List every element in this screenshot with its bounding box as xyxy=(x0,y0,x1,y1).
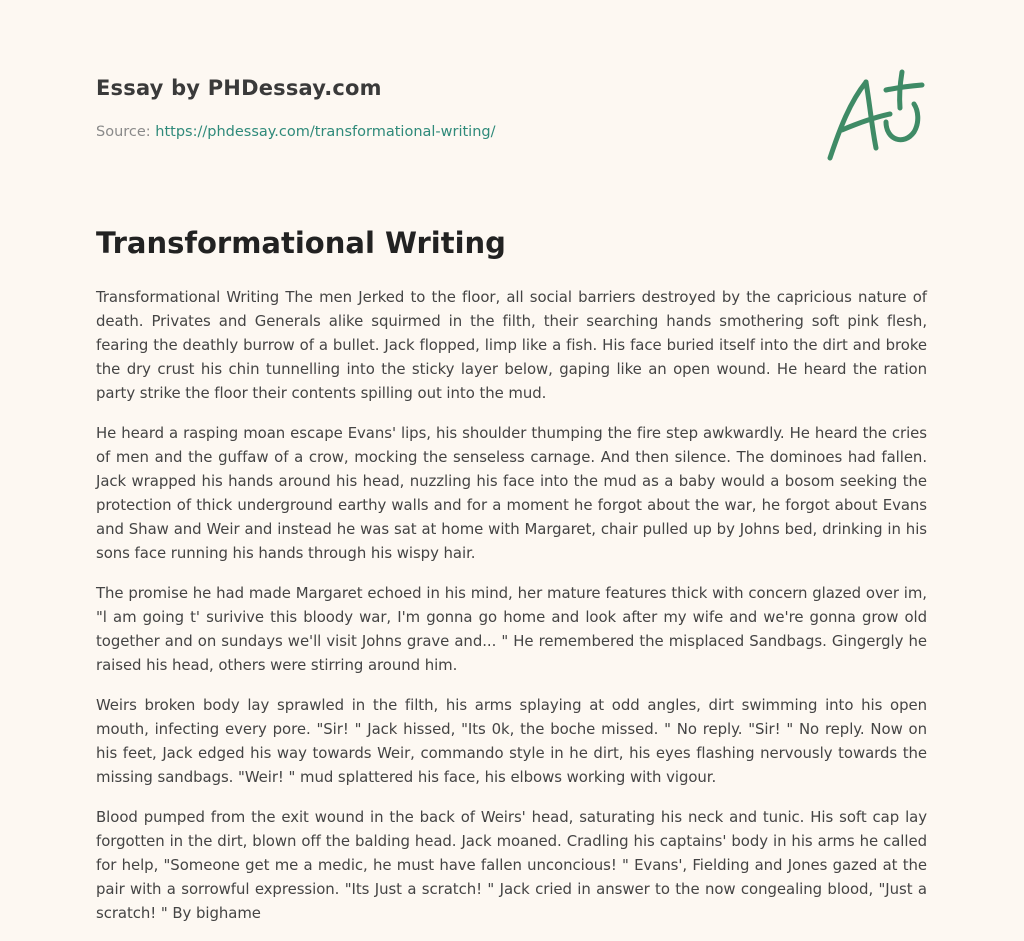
site-brand: Essay by PHDessay.com xyxy=(96,76,382,100)
source-line xyxy=(96,124,796,140)
essay-paragraph: Weirs broken body lay sprawled in the filth, his arms splaying at odd angles, dirt swimming into his open mouth, infecting every pore. "Sir! " Jack hissed, "Its 0k, the boche missed. " No reply. "Sir! " No reply. Now on his feet, Jack edged his way towards Weir, commando style in he dirt, his eyes flashing nervously towards the missing sandbags. "Weir! " mud splattered his face, his elbows working with vigour. xyxy=(96,696,927,786)
essay-paragraph: Transformational Writing The men Jerked to the floor, all social barriers destroyed by the capricious nature of death. Privates and Generals alike squirmed in the filth, their searching hands smothering soft pink flesh, fearing the deathly burrow of a bullet. Jack flopped, limp like a fish. His face buried itself into the dirt and broke the dry crust his chin tunnelling into the sticky layer below, gaping like an open wound. He heard the ration party strike the floor their contents spilling out into the mud. xyxy=(96,288,927,402)
essay-title: Transformational Writing xyxy=(96,226,506,260)
source-label: Source: xyxy=(96,124,156,140)
page-header xyxy=(96,76,796,140)
essay-body xyxy=(96,285,927,941)
essay-paragraph: The promise he had made Margaret echoed in his mind, her mature features thick with concern glazed over im, "l am going t' surivive this bloody war, I'm gonna go home and look after my wife and we're gonna grow old together and on sundays we'll visit Johns grave and... " He remembered the misplaced Sandbags. Gingergly he raised his head, others were stirring around him. xyxy=(96,584,927,674)
source-link[interactable]: https://phdessay.com/transformational-writing/ xyxy=(155,124,496,140)
essay-paragraph: Blood pumped from the exit wound in the back of Weirs' head, saturating his neck and tunic. His soft cap lay forgotten in the dirt, blown off the balding head. Jack moaned. Cradling his captains' body in his arms he called for help, "Someone get me a medic, he must have fallen unconcious! " Evans', Fielding and Jones gazed at the pair with a sorrowful expression. "Its Just a scratch! " Jack cried in answer to the now congealing blood, "Just a scratch! " By bighame xyxy=(96,808,927,922)
essay-paragraph: He heard a rasping moan escape Evans' lips, his shoulder thumping the fire step awkwardly. He heard the cries of men and the guffaw of a crow, mocking the senseless carnage. And then silence. The dominoes had fallen. Jack wrapped his hands around his head, nuzzling his face into the mud as a baby would a bosom seeking the protection of thick underground earthy walls and for a moment he forgot about the war, he forgot about Evans and Shaw and Weir and instead he was sat at home with Margaret, chair pulled up by Johns bed, drinking in his sons face running his hands through his wispy hair. xyxy=(96,424,927,562)
a-plus-logo-icon xyxy=(820,66,928,166)
